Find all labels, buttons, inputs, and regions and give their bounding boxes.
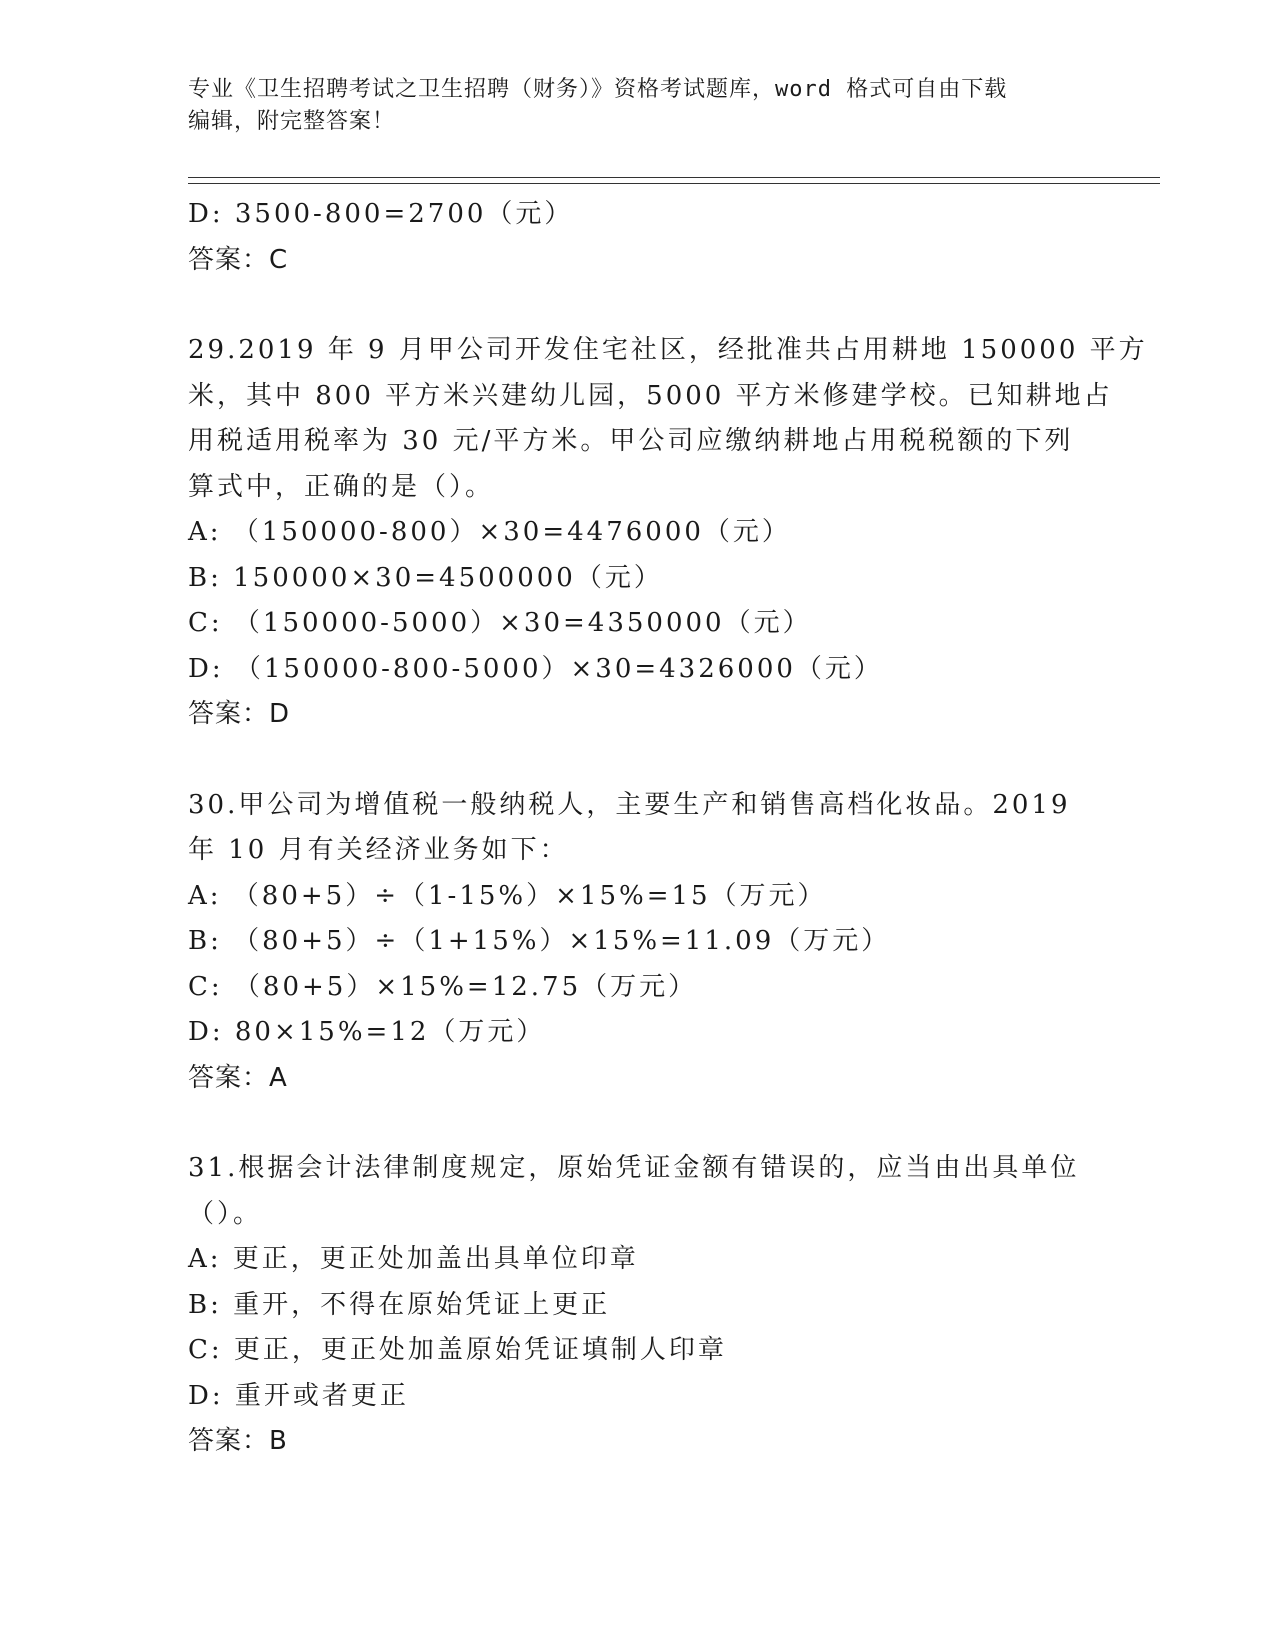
prev-answer: 答案：C bbox=[188, 244, 289, 275]
document-body bbox=[188, 192, 1148, 1465]
option-d: D: 80×15%=12（万元） bbox=[188, 1017, 546, 1047]
document-header bbox=[188, 74, 1088, 138]
header-line-1: 专业《卫生招聘考试之卫生招聘（财务）》资格考试题库，word 格式可自由下载 bbox=[188, 77, 1008, 102]
option-b: B: 150000×30=4500000（元） bbox=[188, 562, 663, 593]
option-a: A: （80+5）÷（1-15%）×15%=15（万元） bbox=[188, 880, 827, 911]
answer: 答案：D bbox=[188, 699, 291, 729]
question-stem-line: 30.甲公司为增值税一般纳税人，主要生产和销售高档化妆品。2019 bbox=[188, 789, 1071, 820]
question-stem-line: 31.根据会计法律制度规定，原始凭证金额有错误的，应当由出具单位 bbox=[188, 1153, 1080, 1183]
option-c: C: （80+5）×15%=12.75（万元） bbox=[188, 971, 698, 1002]
option-c: C: 更正，更正处加盖原始凭证填制人印章 bbox=[188, 1335, 727, 1365]
option-c: C: （150000-5000）×30=4350000（元） bbox=[188, 608, 812, 638]
header-rule-bottom bbox=[188, 183, 1160, 184]
question-31 bbox=[188, 1146, 1088, 1465]
option-d: D: 重开或者更正 bbox=[188, 1380, 409, 1411]
option-a: A: 更正，更正处加盖出具单位印章 bbox=[188, 1244, 639, 1274]
spacer bbox=[188, 1101, 1088, 1146]
option-a: A: （150000-800）×30=4476000（元） bbox=[188, 517, 791, 547]
option-d: D: （150000-800-5000）×30=4326000（元） bbox=[188, 653, 883, 684]
option-b: B: 重开，不得在原始凭证上更正 bbox=[188, 1289, 611, 1320]
question-stem-line: 算式中，正确的是（）。 bbox=[188, 471, 495, 502]
option-b: B: （80+5）÷（1+15%）×15%=11.09（万元） bbox=[188, 926, 891, 956]
question-stem-line: 米，其中 800 平方米兴建幼儿园，5000 平方米修建学校。已知耕地占 bbox=[188, 380, 1113, 411]
question-stem-line: （）。 bbox=[188, 1198, 263, 1229]
question-stem-line: 年 10 月有关经济业务如下： bbox=[188, 835, 569, 865]
prev-option-d: D: 3500-800=2700（元） bbox=[188, 199, 574, 229]
spacer bbox=[188, 283, 1088, 328]
answer: 答案：B bbox=[188, 1426, 288, 1456]
question-stem-line: 29.2019 年 9 月甲公司开发住宅社区，经批准共占用耕地 150000 平方 bbox=[188, 335, 1148, 365]
question-30 bbox=[188, 783, 1088, 1102]
question-29 bbox=[188, 328, 1148, 738]
header-rule-top bbox=[188, 177, 1160, 178]
header-line-2: 编辑，附完整答案！ bbox=[188, 109, 396, 134]
spacer bbox=[188, 738, 1088, 783]
answer: 答案：A bbox=[188, 1062, 288, 1093]
question-stem-line: 用税适用税率为 30 元/平方米。甲公司应缴纳耕地占用税税额的下列 bbox=[188, 426, 1074, 456]
